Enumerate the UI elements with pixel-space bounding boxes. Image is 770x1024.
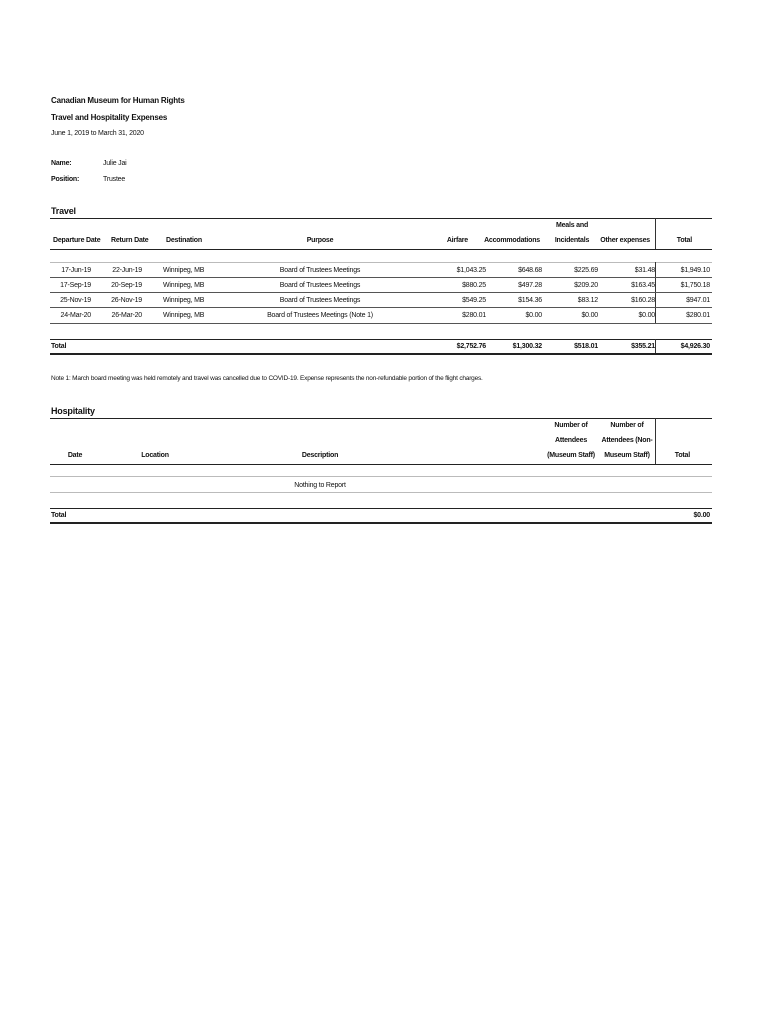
hospitality-header-top-rule <box>50 418 712 419</box>
position-label: Position: <box>51 176 80 183</box>
col-date: Date <box>67 452 83 459</box>
col-attendees-museum-line3: (Museum Staff) <box>547 452 595 459</box>
airfare-cell: $1,043.25 <box>456 267 486 274</box>
accommodations-cell: $154.36 <box>518 297 542 304</box>
airfare-cell: $880.25 <box>462 282 486 289</box>
travel-note: Note 1: March board meeting was held remotely and travel was cancelled due to COVID-19. Expense represents the non-refundable portion of the flight charges. <box>51 375 483 382</box>
hospitality-empty-message: Nothing to Report <box>294 482 346 489</box>
row-rule <box>50 292 712 293</box>
departure-date-cell: 24-Mar-20 <box>60 312 91 319</box>
report-period: June 1, 2019 to March 31, 2020 <box>51 130 144 137</box>
purpose-cell: Board of Trustees Meetings (Note 1) <box>267 312 373 319</box>
other-cell: $163.45 <box>631 282 655 289</box>
departure-date-cell: 17-Jun-19 <box>61 267 91 274</box>
hospitality-total-bottom-rule <box>50 522 712 524</box>
return-date-cell: 26-Mar-20 <box>111 312 142 319</box>
destination-cell: Winnipeg, MB <box>163 267 205 274</box>
travel-spacer-rule <box>50 262 712 263</box>
purpose-cell: Board of Trustees Meetings <box>279 282 361 289</box>
travel-section-title: Travel <box>51 206 76 216</box>
accommodations-cell: $0.00 <box>525 312 542 319</box>
return-date-cell: 20-Sep-19 <box>111 282 142 289</box>
col-other-expenses: Other expenses <box>600 237 650 244</box>
travel-body-total-divider <box>655 262 656 324</box>
hospitality-header-bottom-rule <box>50 464 712 465</box>
name-label: Name: <box>51 160 72 167</box>
row-rule <box>50 323 712 324</box>
col-meals-line1: Meals and <box>555 222 589 229</box>
col-destination: Destination <box>166 237 202 244</box>
meals-cell: $209.20 <box>574 282 598 289</box>
travel-total-meals: $518.01 <box>574 343 598 350</box>
destination-cell: Winnipeg, MB <box>163 282 205 289</box>
travel-total-label: Total <box>51 343 67 350</box>
col-attendees-non-line2: Attendees (Non- <box>601 437 653 444</box>
col-attendees-museum-line1: Number of <box>554 422 588 429</box>
col-attendees-non-line1: Number of <box>610 422 644 429</box>
travel-header-top-rule <box>50 218 712 219</box>
meals-cell: $225.69 <box>574 267 598 274</box>
hospitality-total-value: $0.00 <box>693 512 710 519</box>
airfare-cell: $280.01 <box>462 312 486 319</box>
travel-total-divider <box>655 339 656 353</box>
other-cell: $0.00 <box>638 312 655 319</box>
organization-name: Canadian Museum for Human Rights <box>51 96 185 105</box>
destination-cell: Winnipeg, MB <box>163 297 205 304</box>
report-title: Travel and Hospitality Expenses <box>51 113 168 122</box>
hospitality-spacer-rule <box>50 476 712 477</box>
purpose-cell: Board of Trustees Meetings <box>279 297 361 304</box>
accommodations-cell: $497.28 <box>518 282 542 289</box>
col-return-date: Return Date <box>111 237 149 244</box>
total-cell: $1,750.18 <box>680 282 710 289</box>
destination-cell: Winnipeg, MB <box>163 312 205 319</box>
col-attendees-non-line3: Museum Staff) <box>604 452 650 459</box>
row-rule <box>50 307 712 308</box>
hospitality-section-title: Hospitality <box>51 406 95 416</box>
col-departure-date: Departure Date <box>53 237 101 244</box>
hospitality-total-top-rule <box>50 508 712 509</box>
meals-cell: $0.00 <box>581 312 598 319</box>
name-value: Julie Jai <box>103 160 127 167</box>
purpose-cell: Board of Trustees Meetings <box>279 267 361 274</box>
col-purpose: Purpose <box>306 237 334 244</box>
travel-total-top-rule <box>50 339 712 340</box>
col-total: Total <box>676 237 692 244</box>
travel-total-column-divider <box>655 218 656 250</box>
other-cell: $31.48 <box>634 267 655 274</box>
col-hospitality-total: Total <box>674 452 690 459</box>
total-cell: $280.01 <box>686 312 710 319</box>
departure-date-cell: 25-Nov-19 <box>60 297 91 304</box>
position-value: Trustee <box>103 176 126 183</box>
meals-cell: $83.12 <box>577 297 598 304</box>
travel-total-total: $4,926.30 <box>680 343 710 350</box>
hospitality-row-rule <box>50 492 712 493</box>
col-meals-line2: Incidentals <box>554 237 590 244</box>
hospitality-total-label: Total <box>51 512 67 519</box>
accommodations-cell: $648.68 <box>518 267 542 274</box>
return-date-cell: 26-Nov-19 <box>111 297 142 304</box>
travel-total-accommodations: $1,300.32 <box>512 343 542 350</box>
other-cell: $160.28 <box>631 297 655 304</box>
row-rule <box>50 277 712 278</box>
travel-total-other: $355.21 <box>631 343 655 350</box>
total-cell: $947.01 <box>686 297 710 304</box>
col-location: Location <box>141 452 169 459</box>
departure-date-cell: 17-Sep-19 <box>60 282 91 289</box>
col-accommodations: Accommodations <box>484 237 540 244</box>
total-cell: $1,949.10 <box>680 267 710 274</box>
col-description: Description <box>301 452 339 459</box>
travel-header-bottom-rule <box>50 249 712 250</box>
airfare-cell: $549.25 <box>462 297 486 304</box>
travel-total-bottom-rule <box>50 353 712 355</box>
col-attendees-museum-line2: Attendees <box>554 437 588 444</box>
return-date-cell: 22-Jun-19 <box>112 267 142 274</box>
travel-total-airfare: $2,752.76 <box>456 343 486 350</box>
col-airfare: Airfare <box>446 237 468 244</box>
